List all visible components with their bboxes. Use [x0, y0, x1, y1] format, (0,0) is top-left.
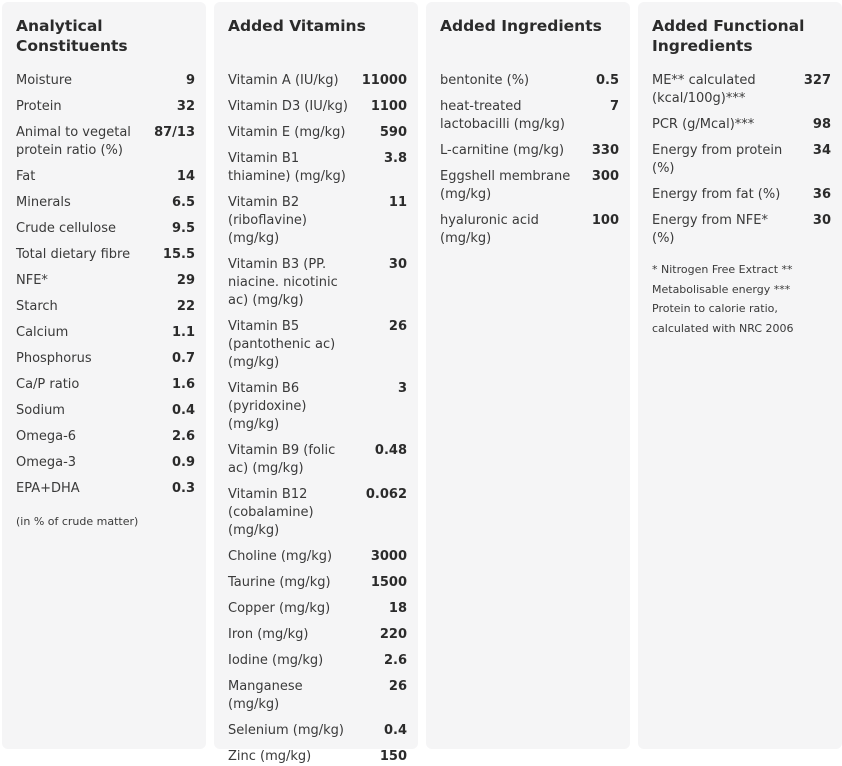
table-row: [228, 318, 407, 372]
row-label: Energy from protein (%): [652, 143, 783, 176]
row-value: 0.7: [171, 351, 195, 366]
row-label: Sodium: [16, 403, 65, 418]
row-label: Vitamin A (IU/kg): [228, 73, 339, 88]
table-row: [228, 678, 407, 714]
row-label: Energy from NFE*(%): [652, 213, 768, 246]
table-row: [652, 186, 831, 204]
table-row: [440, 212, 619, 248]
row-label: ME** calculated (kcal/100g)***: [652, 73, 756, 106]
table-row: [228, 574, 407, 592]
row-value: 3000: [370, 549, 407, 564]
row-value: 29: [176, 273, 195, 288]
table-row: [16, 246, 195, 264]
row-value: 3: [397, 381, 407, 396]
row-label: Total dietary fibre: [16, 247, 131, 262]
table-row: [440, 142, 619, 160]
row-value: 0.4: [383, 723, 407, 738]
row-label: Copper (mg/kg): [228, 601, 331, 616]
row-value: 30: [812, 213, 831, 228]
row-value: 2.6: [171, 429, 195, 444]
row-value: 98: [812, 117, 831, 132]
table-row: [652, 116, 831, 134]
row-value: 1.6: [171, 377, 195, 392]
row-value: 0.5: [595, 73, 619, 88]
table-row: [16, 72, 195, 90]
row-label: Phosphorus: [16, 351, 92, 366]
row-value: 220: [379, 627, 407, 642]
row-label: Vitamin B5 (pantothenic ac) (mg/kg): [228, 319, 336, 370]
row-value: 300: [591, 169, 619, 184]
table-row: [16, 402, 195, 420]
row-label: Vitamin B9 (folic ac) (mg/kg): [228, 443, 336, 476]
row-value: 100: [591, 213, 619, 228]
added-vitamins-title: Added Vitamins: [228, 17, 366, 35]
row-value: 18: [388, 601, 407, 616]
analytical-rows: [16, 72, 195, 498]
row-value: 327: [803, 73, 831, 88]
table-row: [228, 124, 407, 142]
row-label: Iron (mg/kg): [228, 627, 309, 642]
analytical-constituents-card: [2, 2, 206, 749]
row-label: Taurine (mg/kg): [228, 575, 331, 590]
added-ingredients-title: Added Ingredients: [440, 17, 602, 35]
row-label: L-carnitine (mg/kg): [440, 143, 565, 158]
row-label: Ca/P ratio: [16, 377, 80, 392]
table-row: [16, 350, 195, 368]
row-value: 1100: [370, 99, 407, 114]
row-label: Vitamin E (mg/kg): [228, 125, 346, 140]
table-row: [16, 480, 195, 498]
added-functional-ingredients-title: Added Functional Ingredients: [652, 17, 805, 55]
row-label: Iodine (mg/kg): [228, 653, 324, 668]
analytical-footnote: (in % of crude matter): [16, 515, 139, 528]
row-label: Omega-6: [16, 429, 77, 444]
table-row: [16, 376, 195, 394]
added-functional-ingredients-card: [638, 2, 842, 749]
row-value: 11: [388, 195, 407, 210]
row-label: NFE*: [16, 273, 48, 288]
row-label: Eggshell membrane (mg/kg): [440, 169, 571, 202]
row-value: 1500: [370, 575, 407, 590]
table-row: [16, 454, 195, 472]
row-label: Protein: [16, 99, 62, 114]
row-label: Starch: [16, 299, 58, 314]
row-label: Crude cellulose: [16, 221, 116, 236]
table-row: [228, 600, 407, 618]
table-row: [652, 212, 831, 248]
row-label: heat-treated lactobacilli (mg/kg): [440, 99, 565, 132]
row-label: Vitamin B3 (PP. niacine. nicotinic ac) (mg/kg): [228, 257, 338, 308]
added-ingredients-card: [426, 2, 630, 749]
row-label: Energy from fat (%): [652, 187, 781, 202]
row-value: 7: [609, 99, 619, 114]
row-label: EPA+DHA: [16, 481, 80, 496]
table-row: [228, 442, 407, 478]
row-value: 34: [812, 143, 831, 158]
row-value: 26: [388, 679, 407, 694]
table-row: [440, 168, 619, 204]
row-value: 9: [185, 73, 195, 88]
table-row: [16, 298, 195, 316]
row-label: Selenium (mg/kg): [228, 723, 344, 738]
table-row: [16, 324, 195, 342]
row-label: Minerals: [16, 195, 71, 210]
row-value: 32: [176, 99, 195, 114]
row-label: Vitamin B1 thiamine) (mg/kg): [228, 151, 346, 184]
row-value: 9.5: [171, 221, 195, 236]
row-label: PCR (g/Mcal)***: [652, 117, 755, 132]
table-row: [652, 72, 831, 108]
table-row: [16, 220, 195, 238]
table-row: [16, 428, 195, 446]
row-value: 0.3: [171, 481, 195, 496]
table-row: [16, 124, 195, 160]
table-row: [16, 98, 195, 116]
table-row: [16, 194, 195, 212]
table-row: [228, 150, 407, 186]
vitamin-rows: [228, 72, 407, 766]
row-label: Omega-3: [16, 455, 77, 470]
row-value: 3.8: [383, 151, 407, 166]
row-value: 150: [379, 749, 407, 764]
table-row: [228, 652, 407, 670]
table-row: [652, 142, 831, 178]
row-value: 0.48: [374, 443, 407, 458]
row-label: Vitamin D3 (IU/kg): [228, 99, 348, 114]
table-row: [16, 272, 195, 290]
row-value: 14: [176, 169, 195, 184]
row-label: Choline (mg/kg): [228, 549, 333, 564]
row-value: 0.4: [171, 403, 195, 418]
row-label: Vitamin B2 (riboflavine) (mg/kg): [228, 195, 308, 246]
added-vitamins-card: [214, 2, 418, 764]
row-label: Animal to vegetal protein ratio (%): [16, 125, 131, 158]
row-value: 36: [812, 187, 831, 202]
table-row: [16, 168, 195, 186]
table-row: [228, 194, 407, 248]
row-value: 15.5: [162, 247, 195, 262]
table-row: [228, 486, 407, 540]
row-value: 0.9: [171, 455, 195, 470]
row-label: Vitamin B12 (cobalamine) (mg/kg): [228, 487, 314, 538]
row-label: Moisture: [16, 73, 72, 88]
row-value: 30: [388, 257, 407, 272]
table-row: [228, 748, 407, 766]
row-value: 87/13: [154, 125, 195, 140]
functional-rows: [652, 72, 831, 248]
row-value: 590: [379, 125, 407, 140]
row-value: 330: [591, 143, 619, 158]
nutrition-grid: [2, 2, 842, 764]
table-row: [440, 72, 619, 90]
row-value: 11000: [361, 73, 407, 88]
table-row: [228, 548, 407, 566]
row-label: bentonite (%): [440, 73, 530, 88]
row-value: 6.5: [171, 195, 195, 210]
row-label: Vitamin B6 (pyridoxine) (mg/kg): [228, 381, 307, 432]
row-value: 0.062: [365, 487, 407, 502]
row-value: 2.6: [383, 653, 407, 668]
row-label: Manganese (mg/kg): [228, 679, 303, 712]
row-label: Calcium: [16, 325, 69, 340]
row-label: Fat: [16, 169, 36, 184]
row-value: 1.1: [171, 325, 195, 340]
table-row: [228, 256, 407, 310]
row-label: Zinc (mg/kg): [228, 749, 312, 764]
table-row: [228, 626, 407, 644]
row-label: hyaluronic acid (mg/kg): [440, 213, 539, 246]
table-row: [228, 72, 407, 90]
table-row: [228, 98, 407, 116]
row-value: 22: [176, 299, 195, 314]
table-row: [228, 722, 407, 740]
functional-footnote: * Nitrogen Free Extract ** Metabolisable energy *** Protein to calorie ratio, calculated with NRC 2006: [652, 263, 794, 335]
analytical-constituents-title: Analytical Constituents: [16, 17, 128, 55]
row-value: 26: [388, 319, 407, 334]
table-row: [440, 98, 619, 134]
table-row: [228, 380, 407, 434]
ingredient-rows: [440, 72, 619, 248]
